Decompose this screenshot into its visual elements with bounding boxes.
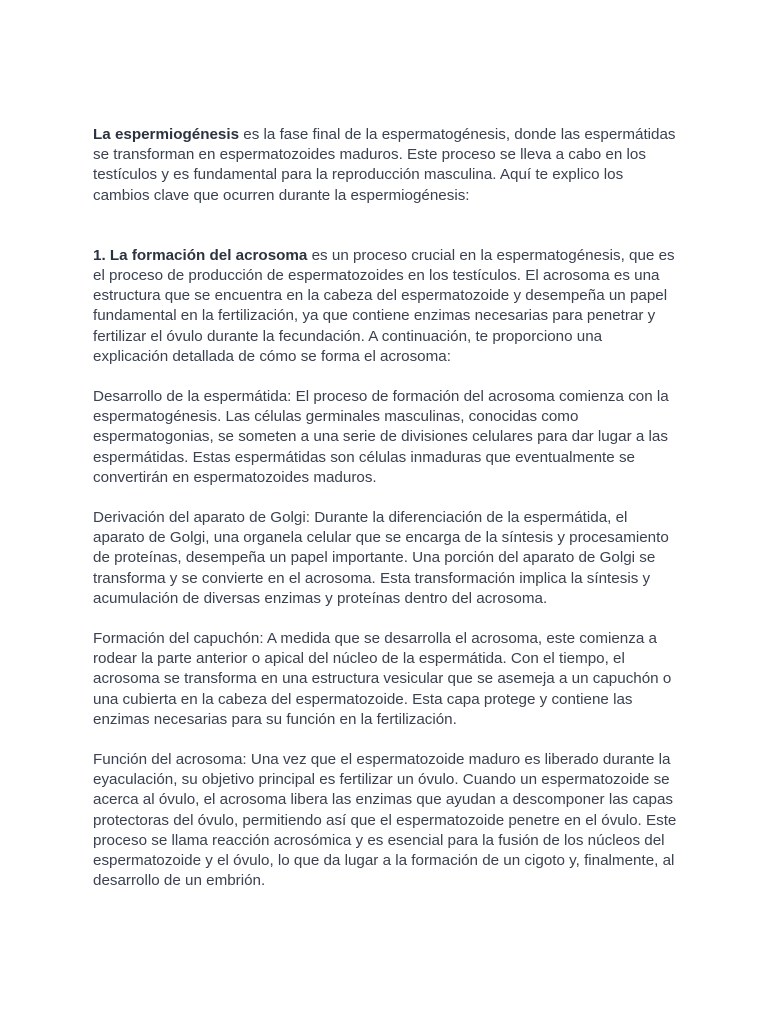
section-acrosome-heading: 1. La formación del acrosoma [93,246,308,264]
paragraph-capuchon: Formación del capuchón: A medida que se desarrolla el acrosoma, este comienza a rodear la parte anterior o apical del núcleo de la espermátida. Con el tiempo, el acrosoma se transforma en una estructura vesicular que se asemeja a un capuchón o una cubierta en la cabeza del espermatozoide. Esta capa protege y contiene las enzimas necesarias para su función en la fertilización. [93,630,672,728]
paragraph-funcion-acrosoma: Función del acrosoma: Una vez que el espermatozoide maduro es liberado durante la eyaculación, su objetivo principal es fertilizar un óvulo. Cuando un espermatozoide se acerca al óvulo, el acrosoma libera las enzimas que ayudan a descomponer las capas protectoras del óvulo, permitiendo así que el espermatozoide penetre en el óvulo. Este proceso se llama reacción acrosómica y es esencial para la fusión de los núcleos del espermatozoide y el óvulo, lo que da lugar a la formación de un cigoto y, finalmente, al desarrollo de un embrión. [93,751,677,890]
intro-text: es la fase final de la espermatogénesis, donde las espermátidas se transforman en espermatozoides maduros. Este proceso se lleva a cabo en los testículos y es fundamental para la reproducción masculina. Aquí te explico los cambios clave que ocurren durante la espermiogénesis: [93,126,676,204]
intro-paragraph [93,125,678,206]
paragraph-espermatida: Desarrollo de la espermátida: El proceso de formación del acrosoma comienza con la espermatogénesis. Las células germinales masculinas, conocidas como espermatogonias, se someten a una serie de divisiones celulares para dar lugar a las espermátidas. Estas espermátidas son células inmaduras que eventualmente se convertirán en espermatozoides maduros. [93,388,669,486]
paragraph-golgi: Derivación del aparato de Golgi: Durante la diferenciación de la espermátida, el aparato de Golgi, una organela celular que se encarga de la síntesis y procesamiento de proteínas, desempeña un papel importante. Una porción del aparato de Golgi se transforma y se convierte en el acrosoma. Esta transformación implica la síntesis y acumulación de diversas enzimas y proteínas dentro del acrosoma. [93,509,669,607]
section-acrosome-paragraph [93,246,678,367]
intro-term: La espermiogénesis [93,126,240,143]
section-acrosome-text: es un proceso crucial en la espermatogénesis, que es el proceso de producción de espermatozoides en los testículos. El acrosoma es una estructura que se encuentra en la cabeza del espermatozoide y desempeña un papel fundamental en la fertilización, ya que contiene enzimas necesarias para penetrar y fertilizar el óvulo durante la fecundación. A continuación, te proporciono una explicación detallada de cómo se forma el acrosoma: [93,246,675,365]
document-page [93,125,678,912]
